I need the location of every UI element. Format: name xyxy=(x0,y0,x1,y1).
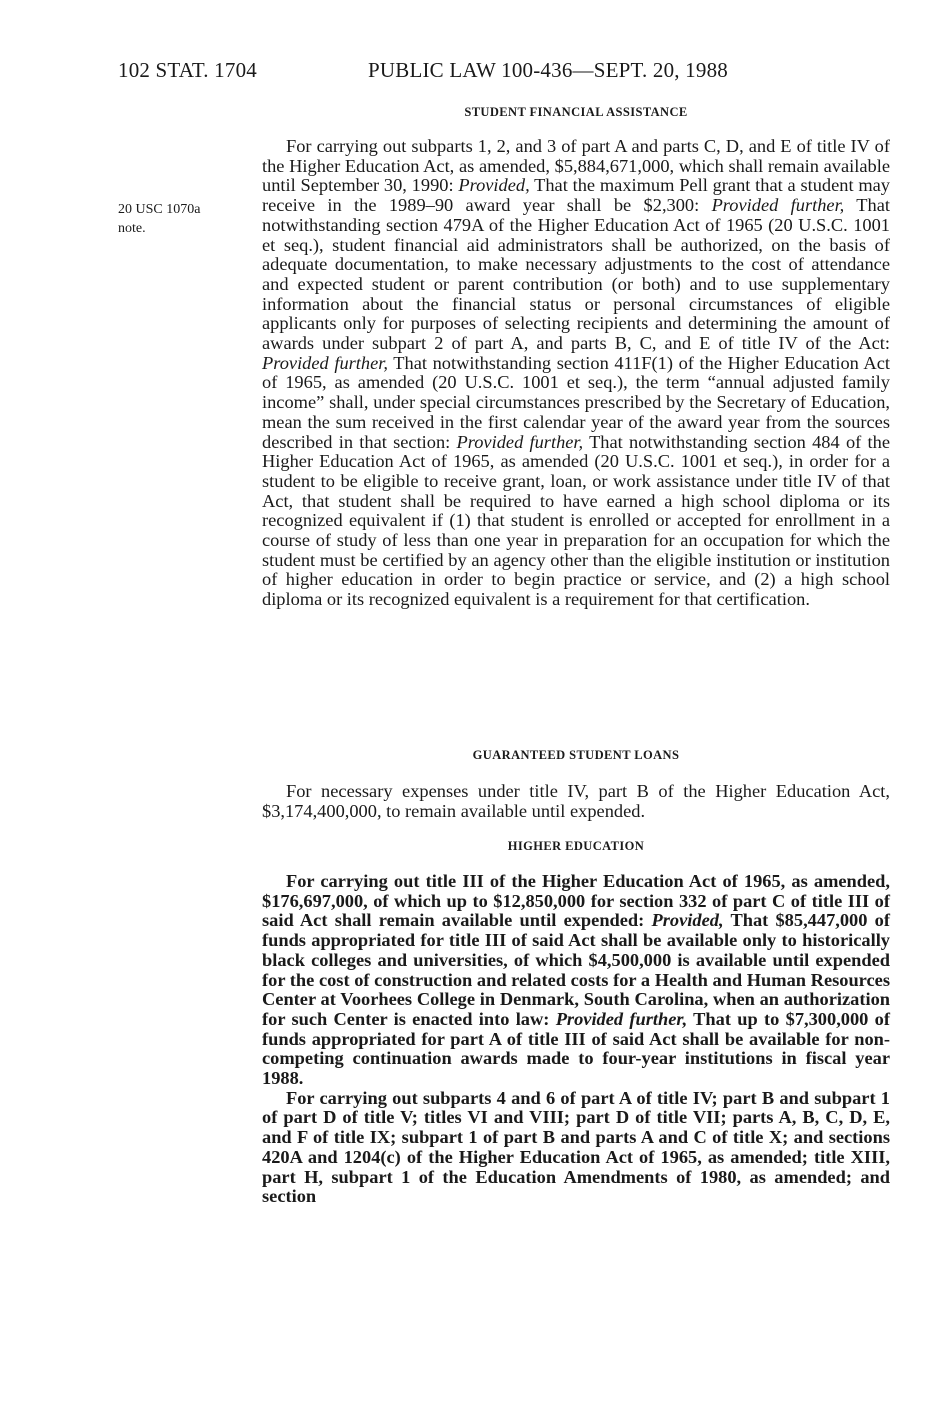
section-body-guaranteed-student-loans xyxy=(262,782,890,821)
italic-proviso: Provided further, xyxy=(262,352,388,373)
section-heading-higher-education: HIGHER EDUCATION xyxy=(507,839,645,853)
text-run: That the maximum Pell grant that a student may receive in the 1989–90 award year shall be $2,300: xyxy=(262,175,891,216)
italic-proviso: Provided, xyxy=(651,910,724,931)
text-run: For carrying out title III of the Higher Education Act of 1965, as amended, $176,697,000, of which up to $12,850,000 for section 332 of part C of title III of said Act shall remain available until expended: xyxy=(262,871,890,931)
margin-note-line: 20 USC 1070a xyxy=(118,202,201,217)
italic-proviso: Provided further, xyxy=(711,195,845,216)
section-body-student-financial-assistance xyxy=(262,137,890,610)
paragraph: For carrying out subparts 4 and 6 of part A of title IV; part B and subpart 1 of part D of title V; titles VI and VIII; part D of title VII; parts A, B, C, D, E, and F of title IX; subpart 1 of part B and parts A and C of title X; and sections 420A and 1204(c) of the Higher Education Act of 1965, as amended; title XIII, part H, subpart 1 of the Education Amendments of 1980, as amended; and section xyxy=(262,1087,890,1207)
text-run: That notwithstanding section 411F(1) of the Higher Education Act of 1965, as amended (20 U.S.C. 1001 et seq.), the term “annual adjusted family income” shall, under special circumstances prescribed by the Secretary of Education, mean the sum received in the first calendar year of the award year from the sources described in that section: xyxy=(262,352,890,452)
paragraph xyxy=(262,872,890,1089)
italic-proviso: Provided further, xyxy=(456,431,584,452)
margin-note-line: note. xyxy=(118,221,146,236)
paragraph: For necessary expenses under title IV, part B of the Higher Education Act, $3,174,400,000, to remain available until expended. xyxy=(262,781,890,821)
margin-citation-note xyxy=(118,200,248,238)
paragraph xyxy=(262,137,890,610)
section-heading-guaranteed-student-loans: GUARANTEED STUDENT LOANS xyxy=(472,748,680,762)
italic-proviso: Provided, xyxy=(458,175,530,196)
text-run: That notwithstanding section 479A of the Higher Education Act of 1965 (20 U.S.C. 1001 et seq.), student financial aid administrators shall be authorized, on the basis of adequate documentation, to make necessary adjustments to the cost of attendance and expected student or parent contribution (or both) and to use supplementary information about the financial status or personal circumstances of eligible applicants only for purposes of selecting recipients and determining the amount of awards under subpart 2 of part A, and parts B, C, and E of title IV of the Act: xyxy=(262,195,890,354)
stat-page-reference: 102 STAT. 1704 xyxy=(118,58,257,82)
text-run: For carrying out subparts 1, 2, and 3 of part A and parts C, D, and E of title IV of the Higher Education Act, as amended, $5,884,671,000, which shall remain available until September 30, 1990: xyxy=(262,136,890,196)
text-run: That up to $7,300,000 of funds appropriated for part A of title III of said Act shall be available for non-competing continuation awards made to four-year institutions in fiscal year 1988. xyxy=(262,1008,890,1089)
public-law-title: PUBLIC LAW 100-436—SEPT. 20, 1988 xyxy=(368,58,728,82)
text-run: That $85,447,000 of funds appropriated for title III of said Act shall be available only to historically black colleges and universities, of which $4,500,000 is available until expended for the cost of construction and related costs for a Health and Human Resources Center at Voorhees College in Denmark, South Carolina, when an authorization for such Center is enacted into law: xyxy=(262,910,890,1029)
italic-proviso: Provided further, xyxy=(555,1008,688,1029)
text-run: That notwithstanding section 484 of the Higher Education Act of 1965, as amended (20 U.S.C. 1001 et seq.), in order for a student to be eligible to receive grant, loan, or work assistance under title IV of that Act, that student shall be required to have earned a high school diploma or its recognized equivalent if (1) that student is enrolled or accepted for enrollment in a course of study of less than one year in preparation for an occupation for which the student must be certified by an agency other than the eligible institution or institution of higher education in order to begin practice or service, and (2) a high school diploma or its recognized equivalent is a requirement for that certification. xyxy=(262,431,890,610)
section-body-higher-education xyxy=(262,872,890,1207)
section-heading-student-financial-assistance: STUDENT FINANCIAL ASSISTANCE xyxy=(464,105,688,119)
